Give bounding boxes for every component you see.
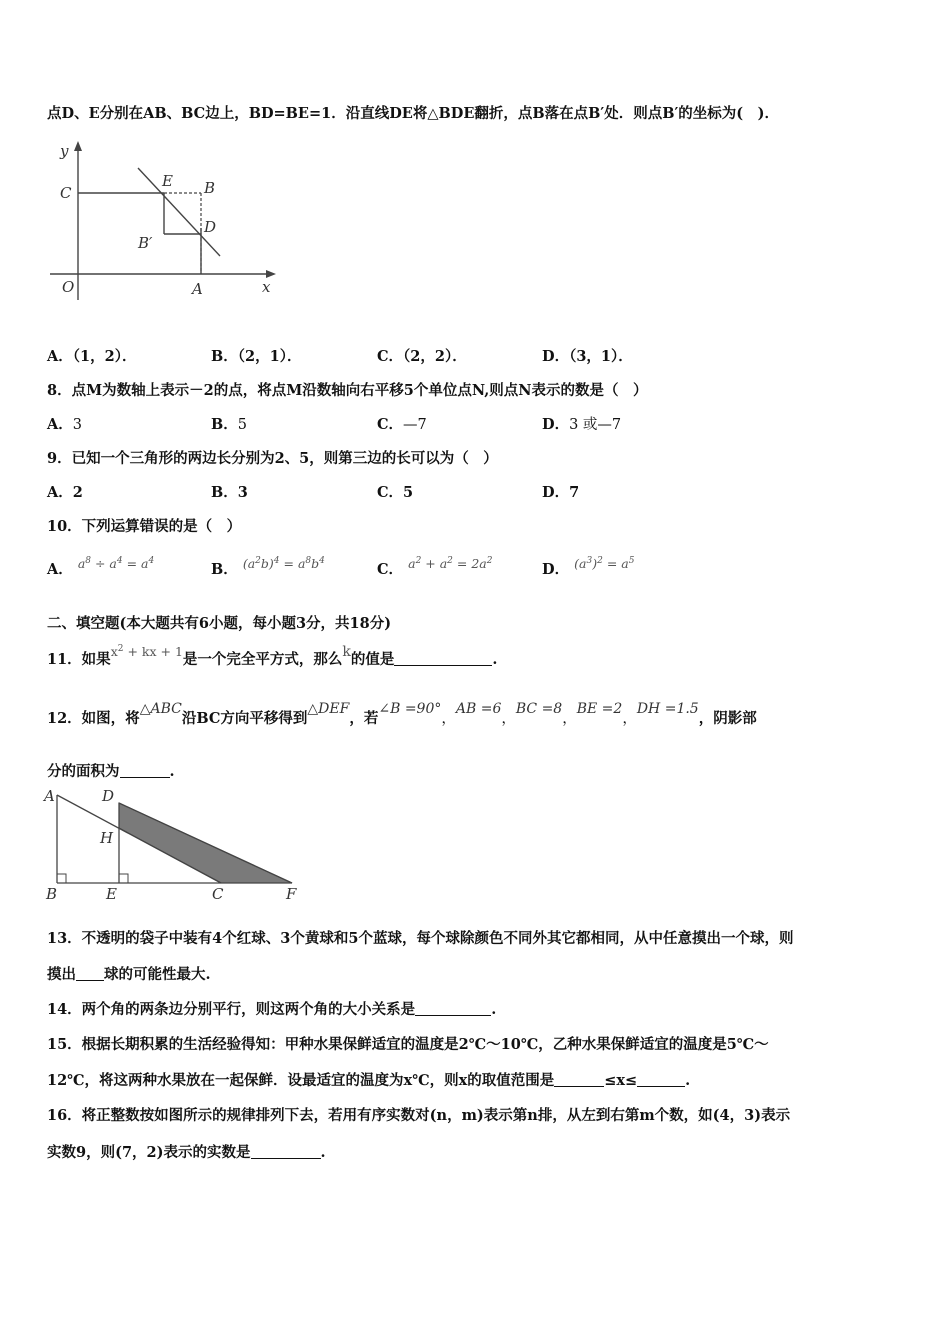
label-A: A <box>44 787 55 805</box>
q15-text: 15．根据长期积累的生活经验得知：甲种水果保鲜适宜的温度是2℃～10℃，乙种水果保鲜适宜的温度是5℃～ <box>47 1036 769 1053</box>
label-x: x <box>262 278 271 296</box>
q7-option-a[interactable]: A．（1，2）． <box>47 348 137 365</box>
label-C: C <box>60 184 72 202</box>
label-A: A <box>192 280 203 298</box>
q16-answer-blank[interactable] <box>251 1144 321 1159</box>
q16-text-line2: 实数9，则(7，2)表示的实数是 . <box>47 1144 326 1161</box>
q8-option-c[interactable]: C．—7 <box>377 416 427 433</box>
q15-answer-blank-lower[interactable] <box>554 1072 604 1087</box>
q15-text-line2: 12℃，将这两种水果放在一起保鲜．设最适宜的温度为x℃，则x的取值范围是 ≤x≤ . <box>47 1072 691 1089</box>
q13-text: 13．不透明的袋子中装有4个红球、3个黄球和5个蓝球，每个球除颜色不同外其它都相同，从中任意摸出一个球，则 <box>47 930 794 947</box>
q15-answer-blank-upper[interactable] <box>637 1072 685 1087</box>
q12-text-line2: 分的面积为 . <box>47 763 175 780</box>
q10-text: 10．下列运算错误的是（ ） <box>47 518 242 535</box>
q14-answer-blank[interactable] <box>415 1001 491 1016</box>
q8-option-b[interactable]: B．5 <box>211 416 247 433</box>
label-D: D <box>102 787 115 805</box>
q7-figure <box>40 138 285 303</box>
q10-option-c[interactable]: C． $a^2 + a^2 = 2a^2$ <box>377 555 493 578</box>
q8-option-a[interactable]: A．3 <box>47 416 82 433</box>
q13-text-line2: 摸出 球的可能性最大. <box>47 966 211 983</box>
label-H: H <box>100 829 114 847</box>
q16-text: 16．将正整数按如图所示的规律排列下去，若用有序实数对(n，m)表示第n排，从左到右第m个数，如(4，3)表示 <box>47 1107 791 1124</box>
label-E: E <box>162 172 173 190</box>
q9-text: 9．已知一个三角形的两边长分别为2、5，则第三边的长可以为（ ） <box>47 450 498 467</box>
label-Bprime: B′ <box>138 234 153 252</box>
label-C: C <box>212 885 224 903</box>
q14-text: 14．两个角的两条边分别平行，则这两个角的大小关系是 . <box>47 1001 497 1018</box>
q11-text: 11．如果$x^2$ + kx + 1是一个完全平方式，那么k的值是 . <box>47 643 498 668</box>
q7-option-b[interactable]: B．（2，1）． <box>211 348 302 365</box>
q8-option-d[interactable]: D．3 或—7 <box>542 416 622 433</box>
label-y: y <box>60 142 69 160</box>
q10-option-b[interactable]: B． $(a^2b)^4 = a^8b^4$ <box>211 555 325 578</box>
label-B: B <box>204 179 216 197</box>
q12-answer-blank[interactable] <box>120 763 170 778</box>
q9-option-a[interactable]: A．2 <box>47 484 83 501</box>
label-E: E <box>106 885 117 903</box>
label-B: B <box>46 885 58 903</box>
label-O: O <box>62 278 75 296</box>
label-F: F <box>286 885 297 903</box>
q9-option-b[interactable]: B．3 <box>211 484 248 501</box>
q12-figure <box>40 785 305 905</box>
q13-answer-blank[interactable] <box>76 966 104 981</box>
q7-option-c[interactable]: C．（2，2）． <box>377 348 467 365</box>
section2-title: 二、填空题(本大题共有6小题，每小题3分，共18分) <box>47 615 392 632</box>
q10-option-a[interactable]: A． $a^8 \div a^4 = a^4$ <box>47 555 155 578</box>
q9-option-d[interactable]: D．7 <box>542 484 580 501</box>
q11-answer-blank[interactable] <box>394 651 492 666</box>
q7-text: 点D、E分别在AB、BC边上，BD=BE=1．沿直线DE将△BDE翻折，点B落在点B′处．则点B′的坐标为( )． <box>47 105 780 122</box>
q12-text: 12．如图，将△ABC沿BC方向平移得到△DEF，若∠B =90°，AB =6，BC =8，BE =2，DH =1.5，阴影部 <box>47 701 757 727</box>
q10-option-d[interactable]: D． $(a^3)^2 = a^5$ <box>542 555 635 578</box>
q9-option-c[interactable]: C．5 <box>377 484 414 501</box>
q7-option-d[interactable]: D．（3，1）． <box>542 348 633 365</box>
label-D: D <box>204 218 217 236</box>
q8-text: 8．点M为数轴上表示－2的点，将点M沿数轴向右平移5个单位点N,则点N表示的数是（ ） <box>47 382 648 399</box>
